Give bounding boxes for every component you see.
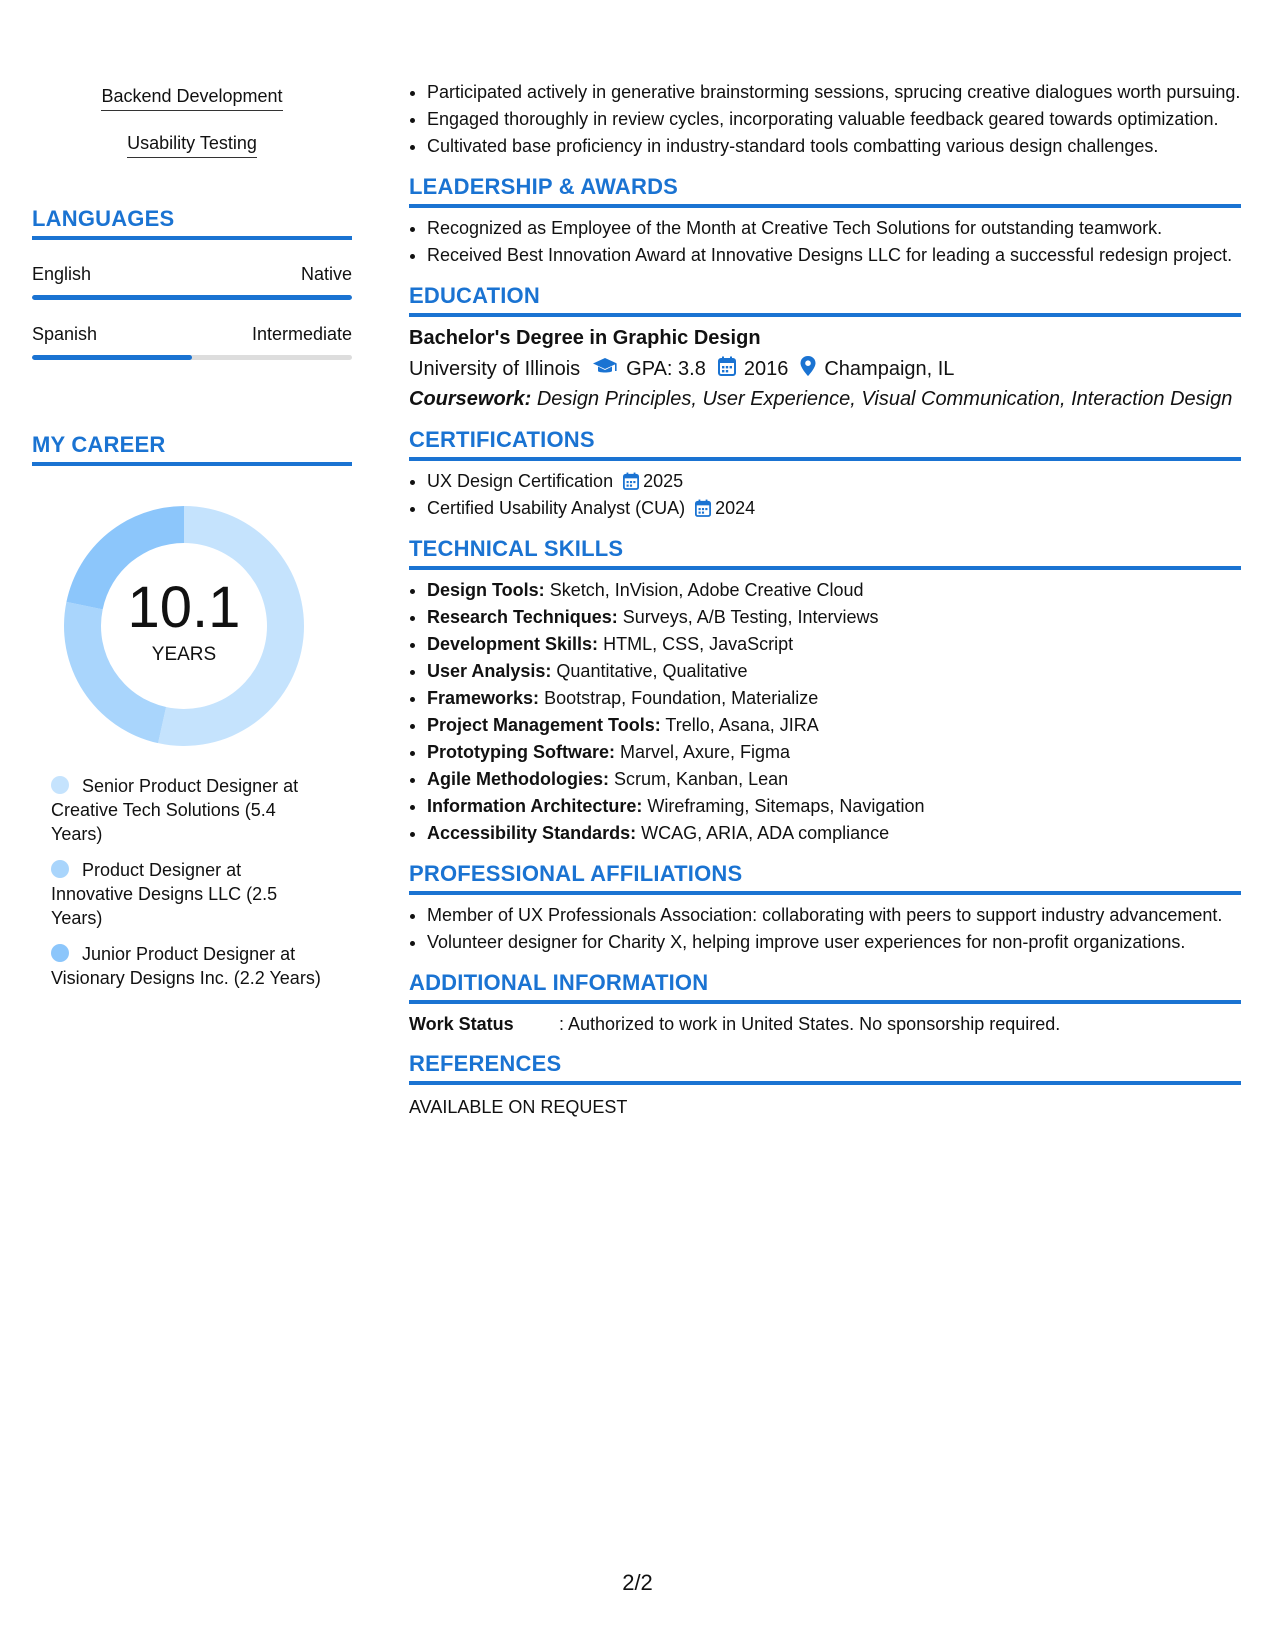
additional-info-title: ADDITIONAL INFORMATION [409,970,1241,1004]
legend-dot [51,944,69,962]
education-degree: Bachelor's Degree in Graphic Design [409,327,761,349]
skill-label: Frameworks: [427,688,540,708]
skill-label: Design Tools: [427,580,545,600]
skill-label: Project Management Tools: [427,715,661,735]
certification-name: Certified Usability Analyst (CUA) [427,498,686,518]
skill-value: Quantitative, Qualitative [556,661,748,681]
languages-title: LANGUAGES [32,206,352,240]
legend-dot [51,860,69,878]
experience-bullet: • Participated actively in generative brainstorming sessions, sprucing creative dialogues worth pursuing. [427,80,1241,104]
calendar-icon [718,356,744,382]
technical-skills-title: TECHNICAL SKILLS [409,536,1241,570]
certifications-list [409,469,1241,520]
coursework-label: Coursework: [409,388,532,410]
skill-label: Accessibility Standards: [427,823,637,843]
technical-skills-list [409,578,1241,845]
language-proficiency-fill [32,295,352,300]
technical-skill-item [427,659,1241,683]
skill-value: Bootstrap, Foundation, Materialize [544,688,819,708]
skill-tag: Usability Testing [127,133,257,158]
legend-dot [51,776,69,794]
career-legend [51,774,321,990]
coursework-value: Design Principles, User Experience, Visual Communication, Interaction Design [536,388,1233,410]
career-legend-text: Product Designer at Innovative Designs LLC (2.5 Years) [51,860,278,928]
leadership-item: • Recognized as Employee of the Month at Creative Tech Solutions for outstanding teamwork. [427,216,1241,240]
affiliation-item: • Volunteer designer for Charity X, helping improve user experiences for non-profit organizations. [427,930,1241,954]
skill-value: Wireframing, Sitemaps, Navigation [647,796,925,816]
technical-skill-item [427,740,1241,764]
technical-skill-item [427,632,1241,656]
certification-year: 2025 [643,471,684,491]
leadership-list [409,216,1241,267]
skill-value: WCAG, ARIA, ADA compliance [641,823,890,843]
education-gpa: GPA: 3.8 [626,357,706,380]
page-number: 2/2 [622,1570,653,1595]
career-total-unit: YEARS [151,644,217,665]
language-proficiency-bar [32,295,352,300]
education-year: 2016 [743,357,789,380]
sidebar [32,86,352,1002]
skill-tags [32,86,352,180]
technical-skill-item [427,578,1241,602]
experience-bullet: • Cultivated base proficiency in industry-standard tools combatting various design challenges. [427,134,1241,158]
skill-label: Development Skills: [427,634,599,654]
work-status-row [409,1014,1241,1035]
work-status-label: Work Status [409,1014,514,1034]
career-legend-text: Senior Product Designer at Creative Tech Solutions (5.4 Years) [51,776,299,844]
technical-skill-item [427,605,1241,629]
language-level: Native [300,264,352,284]
skill-value: Marvel, Axure, Figma [620,742,791,762]
main-content [409,80,1241,1118]
career-legend-item [51,774,321,846]
career-total-years: 10.1 [127,575,241,640]
education-details [409,356,1241,382]
technical-skill-item [427,713,1241,737]
affiliations-title: PROFESSIONAL AFFILIATIONS [409,861,1241,895]
experience-bullet: • Engaged thoroughly in review cycles, incorporating valuable feedback geared towards optimization. [427,107,1241,131]
skill-value: Sketch, InVision, Adobe Creative Cloud [549,580,864,600]
skill-value: HTML, CSS, JavaScript [603,634,794,654]
career-donut-chart [64,506,304,746]
technical-skill-item [427,686,1241,710]
leadership-title: LEADERSHIP & AWARDS [409,174,1241,208]
experience-bullets [409,80,1241,158]
references-title: REFERENCES [409,1051,1241,1085]
certification-year: 2024 [715,498,756,518]
education-coursework [409,388,1241,411]
skill-tag: Backend Development [101,86,282,111]
affiliation-item: • Member of UX Professionals Association: collaborating with peers to support industry advancement. [427,903,1241,927]
certification-item [427,496,1241,520]
language-name: Spanish [32,324,98,344]
career-legend-text: Junior Product Designer at Visionary Designs Inc. (2.2 Years) [51,944,321,988]
language-level: Intermediate [251,324,352,344]
career-legend-item [51,858,321,930]
education-location: Champaign, IL [824,357,955,380]
certification-item [427,469,1241,493]
education-school: University of Illinois [409,357,581,380]
certification-name: UX Design Certification [427,471,614,491]
work-status-value: : Authorized to work in United States. No sponsorship required. [559,1014,1061,1034]
technical-skill-item [427,767,1241,791]
affiliations-list [409,903,1241,954]
technical-skill-item [427,794,1241,818]
certifications-title: CERTIFICATIONS [409,427,1241,461]
map-pin-icon [800,356,824,382]
graduation-cap-icon [592,356,626,382]
leadership-item: • Received Best Innovation Award at Innovative Designs LLC for leading a successful redesign project. [427,243,1241,267]
skill-label: Agile Methodologies: [427,769,609,789]
references-text: AVAILABLE ON REQUEST [409,1097,628,1117]
skill-value: Scrum, Kanban, Lean [614,769,789,789]
skill-label: Information Architecture: [427,796,643,816]
language-item [32,264,352,300]
language-proficiency-bar [32,355,352,360]
career-legend-item [51,942,321,990]
calendar-icon [685,498,715,518]
language-proficiency-fill [32,355,192,360]
skill-label: Prototyping Software: [427,742,615,762]
education-title: EDUCATION [409,283,1241,317]
calendar-icon [613,471,643,491]
language-item [32,324,352,360]
skill-value: Surveys, A/B Testing, Interviews [622,607,879,627]
career-title: MY CAREER [32,432,352,466]
technical-skill-item [427,821,1241,845]
skill-value: Trello, Asana, JIRA [665,715,819,735]
skill-label: User Analysis: [427,661,552,681]
language-name: English [32,264,92,284]
skill-label: Research Techniques: [427,607,618,627]
